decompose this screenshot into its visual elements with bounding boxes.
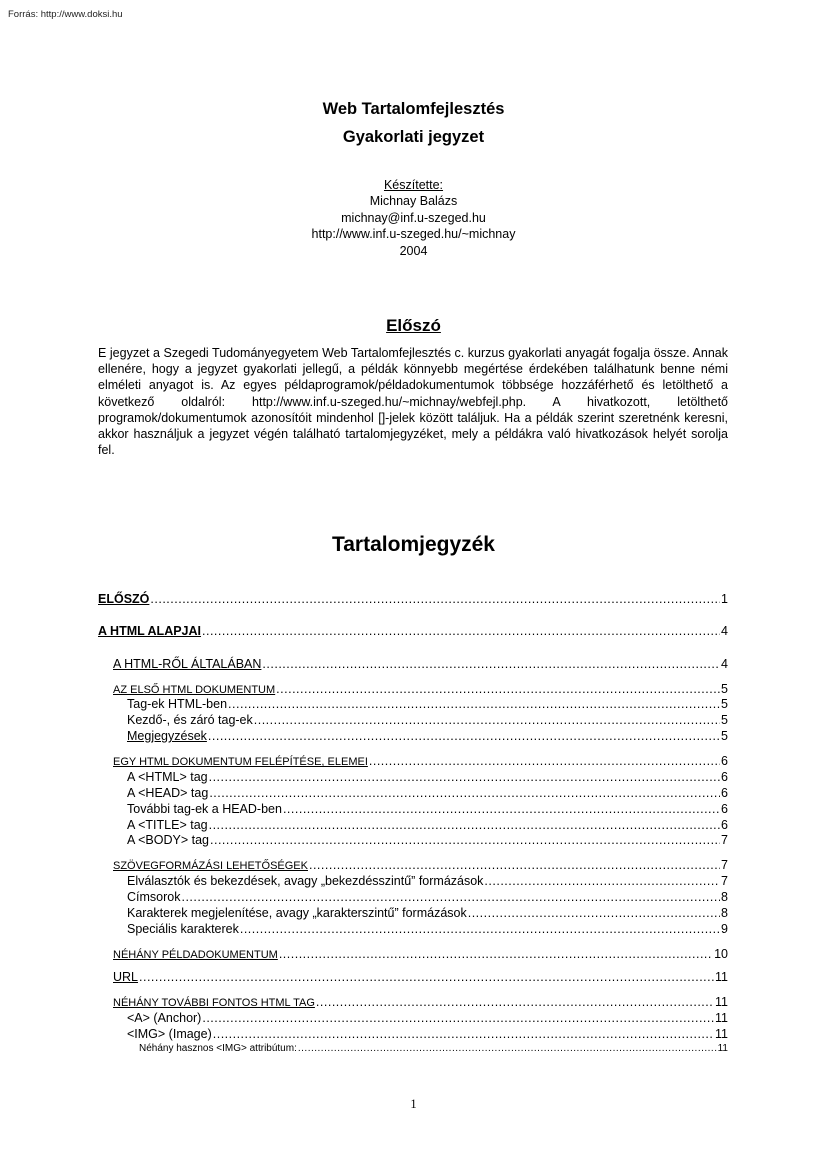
- toc-entry-label: Tag-ek HTML-ben: [127, 697, 228, 711]
- toc-entry-page: 11: [715, 970, 728, 984]
- toc-entry-label: NÉHÁNY PÉLDADOKUMENTUM: [113, 949, 278, 961]
- toc-entry[interactable]: [98, 995, 728, 1009]
- toc-entry-label: A <BODY> tag: [127, 833, 209, 847]
- toc-entry-page: 11: [715, 1011, 728, 1025]
- toc-entry-page: 10: [714, 947, 728, 961]
- toc-entry-page: 6: [721, 818, 728, 832]
- toc-entry-label: NÉHÁNY TOVÁBBI FONTOS HTML TAG: [113, 997, 315, 1009]
- toc-entry-label: A <HEAD> tag: [127, 786, 209, 800]
- toc-entry[interactable]: [98, 833, 728, 847]
- toc-entry[interactable]: [98, 874, 728, 888]
- toc-entry-page: 1: [721, 592, 728, 606]
- preface-text: E jegyzet a Szegedi Tudományegyetem Web Tartalomfejlesztés c. kurzus gyakorlati anyagát fogalja össze. Annak ellenére, hogy a jegyzet gyakorlati jellegű, a példák könnyebb megértése érdekében találhatunk benne némi elméleti anyagot is. Az egyes példaprogramok/példadokumentumok többsége hozzáférhető és letölthető a következő oldalról: http://www.inf.u-szeged.hu/~michnay/webfejl.php. A hivatkozott, letölthető programok/dokumentumok azonosítóit mindenhol []-jelek között találjuk. Ha a példák szerint szeretnénk keresni, akkor használjuk a jegyzet végén található tartalomjegyzéket, mely a példákra való hivatkozások helyét sorolja fel.: [98, 346, 728, 458]
- toc-entry[interactable]: [98, 890, 728, 904]
- toc-entry-page: 7: [721, 858, 728, 872]
- toc-heading: Tartalomjegyzék: [331, 533, 495, 556]
- toc-entry-label: URL: [113, 970, 139, 984]
- toc-entry-label: <IMG> (Image): [127, 1027, 212, 1041]
- toc-entry[interactable]: [98, 970, 728, 984]
- toc-entry[interactable]: [98, 682, 728, 696]
- preface-heading: Előszó: [386, 316, 441, 335]
- toc-entry-label: <A> (Anchor): [127, 1011, 202, 1025]
- toc-entry-label: AZ ELSŐ HTML DOKUMENTUM: [113, 684, 276, 696]
- toc-entry-page: 5: [721, 729, 728, 743]
- toc-entry-page: 8: [721, 890, 728, 904]
- toc-entry[interactable]: [98, 858, 728, 872]
- toc-entry[interactable]: [98, 1043, 728, 1054]
- toc-entry-page: 7: [721, 833, 728, 847]
- toc-entry[interactable]: [98, 802, 728, 816]
- toc-entry[interactable]: [98, 906, 728, 920]
- author-url: http://www.inf.u-szeged.hu/~michnay: [311, 227, 516, 242]
- toc-entry[interactable]: [98, 1011, 728, 1025]
- toc-entry[interactable]: [98, 754, 728, 768]
- toc-entry-page: 5: [721, 713, 728, 727]
- toc-entry-label: A <HTML> tag: [127, 770, 208, 784]
- toc-entry[interactable]: [98, 1027, 728, 1041]
- toc-entry-label: A HTML ALAPJAI: [98, 624, 202, 638]
- author-label: Készítette:: [383, 178, 444, 192]
- toc-entry[interactable]: [98, 947, 728, 961]
- author-year: 2004: [399, 243, 428, 258]
- toc-entry-page: 6: [721, 786, 728, 800]
- toc-entry-page: 4: [721, 657, 728, 671]
- toc-entry-label: EGY HTML DOKUMENTUM FELÉPÍTÉSE, ELEMEI: [113, 756, 368, 768]
- toc-entry[interactable]: [98, 713, 728, 727]
- toc-entry[interactable]: [98, 729, 728, 743]
- toc-entry-label: Speciális karakterek: [127, 922, 239, 936]
- toc-entry-label: Kezdő-, és záró tag-ek: [127, 713, 253, 727]
- toc-entry-label: SZÖVEGFORMÁZÁSI LEHETŐSÉGEK: [113, 860, 308, 872]
- page-number: 1: [410, 1097, 417, 1111]
- source-note: Forrás: http://www.doksi.hu: [8, 9, 123, 20]
- toc-entry-label: Címsorok: [127, 890, 181, 904]
- author-block: [0, 177, 827, 259]
- toc-entry[interactable]: [98, 624, 728, 638]
- toc-entry-label: A <TITLE> tag: [127, 818, 208, 832]
- toc-entry-page: 11: [717, 1043, 728, 1054]
- toc-entry-page: 7: [721, 874, 728, 888]
- toc-entry-page: 6: [721, 754, 728, 768]
- author-name: Michnay Balázs: [369, 194, 458, 209]
- toc-entry-label: Karakterek megjelenítése, avagy „karakterszintű” formázások: [127, 906, 467, 920]
- toc-entry-page: 11: [715, 995, 728, 1009]
- title-line-1: Web Tartalomfejlesztés: [322, 100, 505, 118]
- toc-entry[interactable]: [98, 697, 728, 711]
- toc-entry[interactable]: [98, 922, 728, 936]
- toc-entry-page: 6: [721, 802, 728, 816]
- toc-entry-page: 5: [721, 697, 728, 711]
- toc-entry-label: Elválasztók és bekezdések, avagy „bekezdésszintű” formázások: [127, 874, 484, 888]
- document-title: [0, 95, 827, 151]
- toc-entry-label: Néhány hasznos <IMG> attribútum:: [139, 1043, 297, 1054]
- toc-entry-page: 8: [721, 906, 728, 920]
- author-email: michnay@inf.u-szeged.hu: [341, 210, 486, 225]
- toc-entry-page: 6: [721, 770, 728, 784]
- toc-entry-page: 9: [721, 922, 728, 936]
- toc-entry-label: További tag-ek a HEAD-ben: [127, 802, 282, 816]
- toc-entry[interactable]: [98, 592, 728, 606]
- toc-entry[interactable]: [98, 786, 728, 800]
- toc-entry-label: ELŐSZÓ: [98, 592, 150, 606]
- toc-entry[interactable]: [98, 770, 728, 784]
- toc-entry-page: 5: [721, 682, 728, 696]
- toc-entry-page: 11: [715, 1027, 728, 1041]
- toc-entry-label: A HTML-RŐL ÁLTALÁBAN: [113, 657, 262, 671]
- toc-entry-page: 4: [721, 624, 728, 638]
- title-line-2: Gyakorlati jegyzet: [342, 128, 485, 146]
- toc-entry-label: Megjegyzések: [127, 729, 207, 743]
- toc-entry[interactable]: [98, 818, 728, 832]
- toc-entry[interactable]: [98, 657, 728, 671]
